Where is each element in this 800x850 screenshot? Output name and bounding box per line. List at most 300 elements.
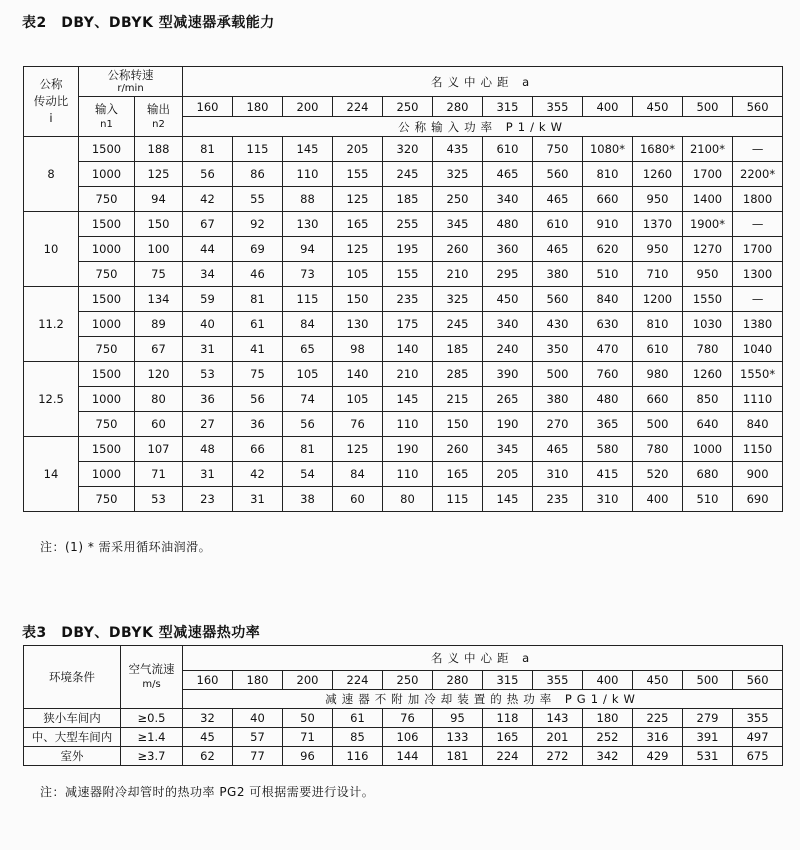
power-cell: 610 [633, 337, 683, 362]
power-cell: 450 [483, 287, 533, 312]
thermal-power-cell: 106 [383, 728, 433, 747]
power-cell: 610 [483, 137, 533, 162]
power-cell: 185 [383, 187, 433, 212]
power-cell: 340 [483, 312, 533, 337]
power-cell: 1200 [633, 287, 683, 312]
thermal-power-cell: 32 [183, 709, 233, 728]
power-cell: 60 [333, 487, 383, 512]
power-cell: 190 [383, 437, 433, 462]
power-cell: 415 [583, 462, 633, 487]
thermal-power-cell: 144 [383, 747, 433, 766]
output-speed-cell: 53 [135, 487, 183, 512]
power-cell: 380 [533, 262, 583, 287]
power-cell: 245 [433, 312, 483, 337]
power-cell: 1900* [683, 212, 733, 237]
center-distance-cell: 355 [533, 671, 583, 690]
table-row [24, 187, 783, 212]
center-distance-cell: 315 [483, 671, 533, 690]
power-cell: 520 [633, 462, 683, 487]
power-cell: 205 [483, 462, 533, 487]
thermal-power-cell: 429 [633, 747, 683, 766]
power-cell: 40 [183, 312, 233, 337]
center-distance-cell: 400 [583, 97, 633, 117]
power-cell: 900 [733, 462, 783, 487]
power-cell: 910 [583, 212, 633, 237]
center-distance-cell: 224 [333, 97, 383, 117]
power-cell: 2200* [733, 162, 783, 187]
thermal-power-cell: 45 [183, 728, 233, 747]
output-speed-cell: 134 [135, 287, 183, 312]
thermal-power-cell: 180 [583, 709, 633, 728]
table3-title: 表3 DBY、DBYK 型减速器热功率 [22, 625, 261, 641]
thermal-power-cell: 95 [433, 709, 483, 728]
thermal-power-cell: 76 [383, 709, 433, 728]
power-cell: 1550* [733, 362, 783, 387]
power-cell: 75 [233, 362, 283, 387]
power-cell: 1300 [733, 262, 783, 287]
output-speed-cell: 89 [135, 312, 183, 337]
air-speed-header: 空气流速 m/s [121, 646, 183, 709]
input-speed-cell: 1000 [79, 462, 135, 487]
power-cell: 260 [433, 437, 483, 462]
power-cell: 980 [633, 362, 683, 387]
power-cell: 130 [283, 212, 333, 237]
power-cell: 465 [533, 237, 583, 262]
power-cell: 1400 [683, 187, 733, 212]
power-cell: 285 [433, 362, 483, 387]
power-cell: — [733, 287, 783, 312]
power-cell: 210 [383, 362, 433, 387]
power-cell: 950 [683, 262, 733, 287]
power-cell: 55 [233, 187, 283, 212]
thermal-power-cell: 279 [683, 709, 733, 728]
center-distance-cell: 160 [183, 671, 233, 690]
table-row [24, 747, 783, 766]
power-cell: 255 [383, 212, 433, 237]
power-cell: 56 [233, 387, 283, 412]
power-cell: 81 [183, 137, 233, 162]
power-header: 公称输入功率 P1/kW [183, 117, 783, 137]
power-cell: 465 [533, 187, 583, 212]
power-cell: 73 [283, 262, 333, 287]
power-cell: 81 [283, 437, 333, 462]
power-cell: 470 [583, 337, 633, 362]
power-cell: 850 [683, 387, 733, 412]
power-cell: 620 [583, 237, 633, 262]
power-cell: 115 [433, 487, 483, 512]
t3-center-distance-header: 名义中心距 a [183, 646, 783, 671]
power-cell: 56 [183, 162, 233, 187]
power-cell: 760 [583, 362, 633, 387]
thermal-power-cell: 272 [533, 747, 583, 766]
power-cell: 360 [483, 237, 533, 262]
power-cell: 780 [683, 337, 733, 362]
thermal-power-cell: 77 [233, 747, 283, 766]
load-capacity-table [23, 66, 783, 512]
power-cell: 810 [583, 162, 633, 187]
power-cell: 380 [533, 387, 583, 412]
thermal-power-cell: 40 [233, 709, 283, 728]
ratio-cell: 10 [24, 212, 79, 287]
thermal-power-cell: 675 [733, 747, 783, 766]
power-cell: 125 [333, 437, 383, 462]
output-speed-cell: 107 [135, 437, 183, 462]
power-cell: 205 [333, 137, 383, 162]
power-cell: 480 [583, 387, 633, 412]
power-cell: 560 [533, 162, 583, 187]
thermal-power-cell: 96 [283, 747, 333, 766]
power-cell: 125 [333, 187, 383, 212]
power-cell: 65 [283, 337, 333, 362]
power-cell: 190 [483, 412, 533, 437]
thermal-power-cell: 50 [283, 709, 333, 728]
output-speed-cell: 71 [135, 462, 183, 487]
power-cell: 140 [333, 362, 383, 387]
power-cell: 560 [533, 287, 583, 312]
power-cell: 34 [183, 262, 233, 287]
power-cell: 41 [233, 337, 283, 362]
power-cell: 1260 [683, 362, 733, 387]
power-cell: 265 [483, 387, 533, 412]
center-distance-cell: 280 [433, 97, 483, 117]
power-cell: 44 [183, 237, 233, 262]
ratio-cell: 8 [24, 137, 79, 212]
power-cell: 1150 [733, 437, 783, 462]
power-cell: 750 [533, 137, 583, 162]
power-cell: 780 [633, 437, 683, 462]
power-cell: 23 [183, 487, 233, 512]
env-header: 环境条件 [24, 646, 121, 709]
table-row [24, 728, 783, 747]
output-speed-cell: 80 [135, 387, 183, 412]
power-cell: 325 [433, 287, 483, 312]
input-speed-cell: 1500 [79, 362, 135, 387]
center-distance-cell: 200 [283, 97, 333, 117]
table-row [24, 337, 783, 362]
center-distance-cell: 180 [233, 97, 283, 117]
power-cell: 195 [383, 237, 433, 262]
center-distance-cell: 180 [233, 671, 283, 690]
power-cell: 59 [183, 287, 233, 312]
power-cell: 630 [583, 312, 633, 337]
center-distance-cell: 500 [683, 97, 733, 117]
center-distance-cell: 560 [733, 671, 783, 690]
power-cell: 74 [283, 387, 333, 412]
power-cell: 250 [433, 187, 483, 212]
power-cell: 1380 [733, 312, 783, 337]
power-cell: 580 [583, 437, 633, 462]
thermal-power-header: 减速器不附加冷却装置的热功率 PG1/kW [183, 690, 783, 709]
power-cell: 110 [383, 412, 433, 437]
power-cell: 1800 [733, 187, 783, 212]
power-cell: 92 [233, 212, 283, 237]
power-cell: 42 [183, 187, 233, 212]
power-cell: 86 [233, 162, 283, 187]
power-cell: 345 [433, 212, 483, 237]
ratio-cell: 12.5 [24, 362, 79, 437]
power-cell: 66 [233, 437, 283, 462]
thermal-power-cell: 355 [733, 709, 783, 728]
power-cell: 94 [283, 237, 333, 262]
output-speed-cell: 125 [135, 162, 183, 187]
table2-note: 注：(1) * 需采用循环油润滑。 [40, 540, 212, 554]
power-cell: 680 [683, 462, 733, 487]
center-distance-cell: 280 [433, 671, 483, 690]
power-cell: 84 [333, 462, 383, 487]
power-cell: 1040 [733, 337, 783, 362]
power-cell: 155 [333, 162, 383, 187]
power-cell: 465 [533, 437, 583, 462]
power-cell: 145 [483, 487, 533, 512]
table-row [24, 462, 783, 487]
power-cell: 185 [433, 337, 483, 362]
power-cell: 840 [583, 287, 633, 312]
power-cell: 165 [333, 212, 383, 237]
power-cell: 115 [283, 287, 333, 312]
power-cell: 80 [383, 487, 433, 512]
center-distance-cell: 500 [683, 671, 733, 690]
center-distance-cell: 400 [583, 671, 633, 690]
power-cell: 295 [483, 262, 533, 287]
table-row [24, 212, 783, 237]
center-distance-cell: 200 [283, 671, 333, 690]
power-cell: 710 [633, 262, 683, 287]
power-cell: 56 [283, 412, 333, 437]
input-speed-cell: 750 [79, 187, 135, 212]
power-cell: — [733, 137, 783, 162]
environment-cell: 室外 [24, 747, 121, 766]
environment-cell: 中、大型车间内 [24, 728, 121, 747]
output-speed-cell: 75 [135, 262, 183, 287]
thermal-power-cell: 531 [683, 747, 733, 766]
power-cell: 1270 [683, 237, 733, 262]
power-cell: 210 [433, 262, 483, 287]
power-cell: 67 [183, 212, 233, 237]
power-cell: 500 [533, 362, 583, 387]
table3-note: 注：减速器附冷却管时的热功率 PG2 可根据需要进行设计。 [40, 785, 375, 799]
power-cell: 27 [183, 412, 233, 437]
power-cell: 1110 [733, 387, 783, 412]
power-cell: 1370 [633, 212, 683, 237]
center-distance-cell: 450 [633, 671, 683, 690]
power-cell: 42 [233, 462, 283, 487]
table-row [24, 412, 783, 437]
power-cell: 480 [483, 212, 533, 237]
input-speed-cell: 1500 [79, 437, 135, 462]
thermal-power-table [23, 645, 783, 766]
power-cell: 98 [333, 337, 383, 362]
thermal-power-cell: 57 [233, 728, 283, 747]
table2-title: 表2 DBY、DBYK 型减速器承载能力 [22, 15, 275, 31]
center-distance-cell: 355 [533, 97, 583, 117]
input-speed-cell: 750 [79, 487, 135, 512]
power-cell: 145 [383, 387, 433, 412]
table-row [24, 162, 783, 187]
air-speed-cell: ≥0.5 [121, 709, 183, 728]
power-cell: 46 [233, 262, 283, 287]
power-cell: 435 [433, 137, 483, 162]
power-cell: 31 [183, 462, 233, 487]
thermal-power-cell: 316 [633, 728, 683, 747]
power-cell: 61 [233, 312, 283, 337]
power-cell: 36 [183, 387, 233, 412]
center-distance-cell: 315 [483, 97, 533, 117]
power-cell: 105 [333, 262, 383, 287]
power-cell: 310 [583, 487, 633, 512]
power-cell: 140 [383, 337, 433, 362]
thermal-power-cell: 133 [433, 728, 483, 747]
center-distance-cell: 160 [183, 97, 233, 117]
input-speed-cell: 1000 [79, 237, 135, 262]
power-cell: 660 [583, 187, 633, 212]
power-cell: 240 [483, 337, 533, 362]
power-cell: 155 [383, 262, 433, 287]
output-speed-cell: 100 [135, 237, 183, 262]
table-row [24, 362, 783, 387]
power-cell: 390 [483, 362, 533, 387]
input-speed-cell: 1000 [79, 162, 135, 187]
power-cell: 105 [333, 387, 383, 412]
power-cell: 81 [233, 287, 283, 312]
power-cell: 1700 [683, 162, 733, 187]
power-cell: 950 [633, 237, 683, 262]
thermal-power-cell: 497 [733, 728, 783, 747]
table-row [24, 487, 783, 512]
power-cell: 31 [233, 487, 283, 512]
power-cell: 840 [733, 412, 783, 437]
power-cell: 76 [333, 412, 383, 437]
table-row [24, 237, 783, 262]
table-row [24, 262, 783, 287]
output-speed-cell: 67 [135, 337, 183, 362]
input-speed-cell: 750 [79, 337, 135, 362]
ratio-cell: 11.2 [24, 287, 79, 362]
power-cell: 110 [283, 162, 333, 187]
power-cell: 640 [683, 412, 733, 437]
power-cell: 950 [633, 187, 683, 212]
power-cell: 54 [283, 462, 333, 487]
center-distance-cell: 450 [633, 97, 683, 117]
power-cell: 690 [733, 487, 783, 512]
power-cell: 1030 [683, 312, 733, 337]
center-distance-cell: 224 [333, 671, 383, 690]
thermal-power-cell: 116 [333, 747, 383, 766]
environment-cell: 狭小车间内 [24, 709, 121, 728]
power-cell: 1000 [683, 437, 733, 462]
power-cell: 175 [383, 312, 433, 337]
power-cell: 500 [633, 412, 683, 437]
output-speed-header: 输出 n2 [135, 97, 183, 137]
power-cell: 340 [483, 187, 533, 212]
input-speed-cell: 750 [79, 412, 135, 437]
power-cell: 110 [383, 462, 433, 487]
table-row [24, 709, 783, 728]
power-cell: 31 [183, 337, 233, 362]
thermal-power-cell: 165 [483, 728, 533, 747]
thermal-power-cell: 201 [533, 728, 583, 747]
power-cell: 145 [283, 137, 333, 162]
power-cell: 610 [533, 212, 583, 237]
power-cell: 53 [183, 362, 233, 387]
power-cell: 1260 [633, 162, 683, 187]
output-speed-cell: 188 [135, 137, 183, 162]
input-speed-cell: 1000 [79, 312, 135, 337]
input-speed-header: 输入 n1 [79, 97, 135, 137]
center-distance-cell: 250 [383, 97, 433, 117]
power-cell: 1080* [583, 137, 633, 162]
table-row [24, 437, 783, 462]
thermal-power-cell: 252 [583, 728, 633, 747]
thermal-power-cell: 224 [483, 747, 533, 766]
air-speed-cell: ≥3.7 [121, 747, 183, 766]
power-cell: 215 [433, 387, 483, 412]
center-distance-header: 名义中心距 a [183, 67, 783, 97]
power-cell: 38 [283, 487, 333, 512]
power-cell: 430 [533, 312, 583, 337]
power-cell: 150 [433, 412, 483, 437]
power-cell: 69 [233, 237, 283, 262]
power-cell: 2100* [683, 137, 733, 162]
power-cell: 325 [433, 162, 483, 187]
thermal-power-cell: 71 [283, 728, 333, 747]
thermal-power-cell: 85 [333, 728, 383, 747]
ratio-cell: 14 [24, 437, 79, 512]
thermal-power-cell: 143 [533, 709, 583, 728]
power-cell: 48 [183, 437, 233, 462]
thermal-power-cell: 62 [183, 747, 233, 766]
air-speed-cell: ≥1.4 [121, 728, 183, 747]
input-speed-cell: 1500 [79, 137, 135, 162]
input-speed-cell: 750 [79, 262, 135, 287]
ratio-header: 公称 传动比 i [24, 67, 79, 137]
thermal-power-cell: 118 [483, 709, 533, 728]
power-cell: 270 [533, 412, 583, 437]
input-speed-cell: 1500 [79, 287, 135, 312]
power-cell: 150 [333, 287, 383, 312]
power-cell: 310 [533, 462, 583, 487]
power-cell: 660 [633, 387, 683, 412]
center-distance-cell: 560 [733, 97, 783, 117]
table-row [24, 287, 783, 312]
power-cell: 465 [483, 162, 533, 187]
power-cell: 350 [533, 337, 583, 362]
thermal-power-cell: 181 [433, 747, 483, 766]
power-cell: 510 [683, 487, 733, 512]
power-cell: 115 [233, 137, 283, 162]
thermal-power-cell: 225 [633, 709, 683, 728]
power-cell: — [733, 212, 783, 237]
power-cell: 84 [283, 312, 333, 337]
power-cell: 130 [333, 312, 383, 337]
power-cell: 1550 [683, 287, 733, 312]
output-speed-cell: 60 [135, 412, 183, 437]
power-cell: 365 [583, 412, 633, 437]
center-distance-cell: 250 [383, 671, 433, 690]
output-speed-cell: 120 [135, 362, 183, 387]
power-cell: 235 [383, 287, 433, 312]
power-cell: 36 [233, 412, 283, 437]
power-cell: 105 [283, 362, 333, 387]
power-cell: 1700 [733, 237, 783, 262]
output-speed-cell: 150 [135, 212, 183, 237]
input-speed-cell: 1000 [79, 387, 135, 412]
power-cell: 1680* [633, 137, 683, 162]
thermal-power-cell: 342 [583, 747, 633, 766]
thermal-power-cell: 61 [333, 709, 383, 728]
power-cell: 235 [533, 487, 583, 512]
power-cell: 260 [433, 237, 483, 262]
power-cell: 88 [283, 187, 333, 212]
